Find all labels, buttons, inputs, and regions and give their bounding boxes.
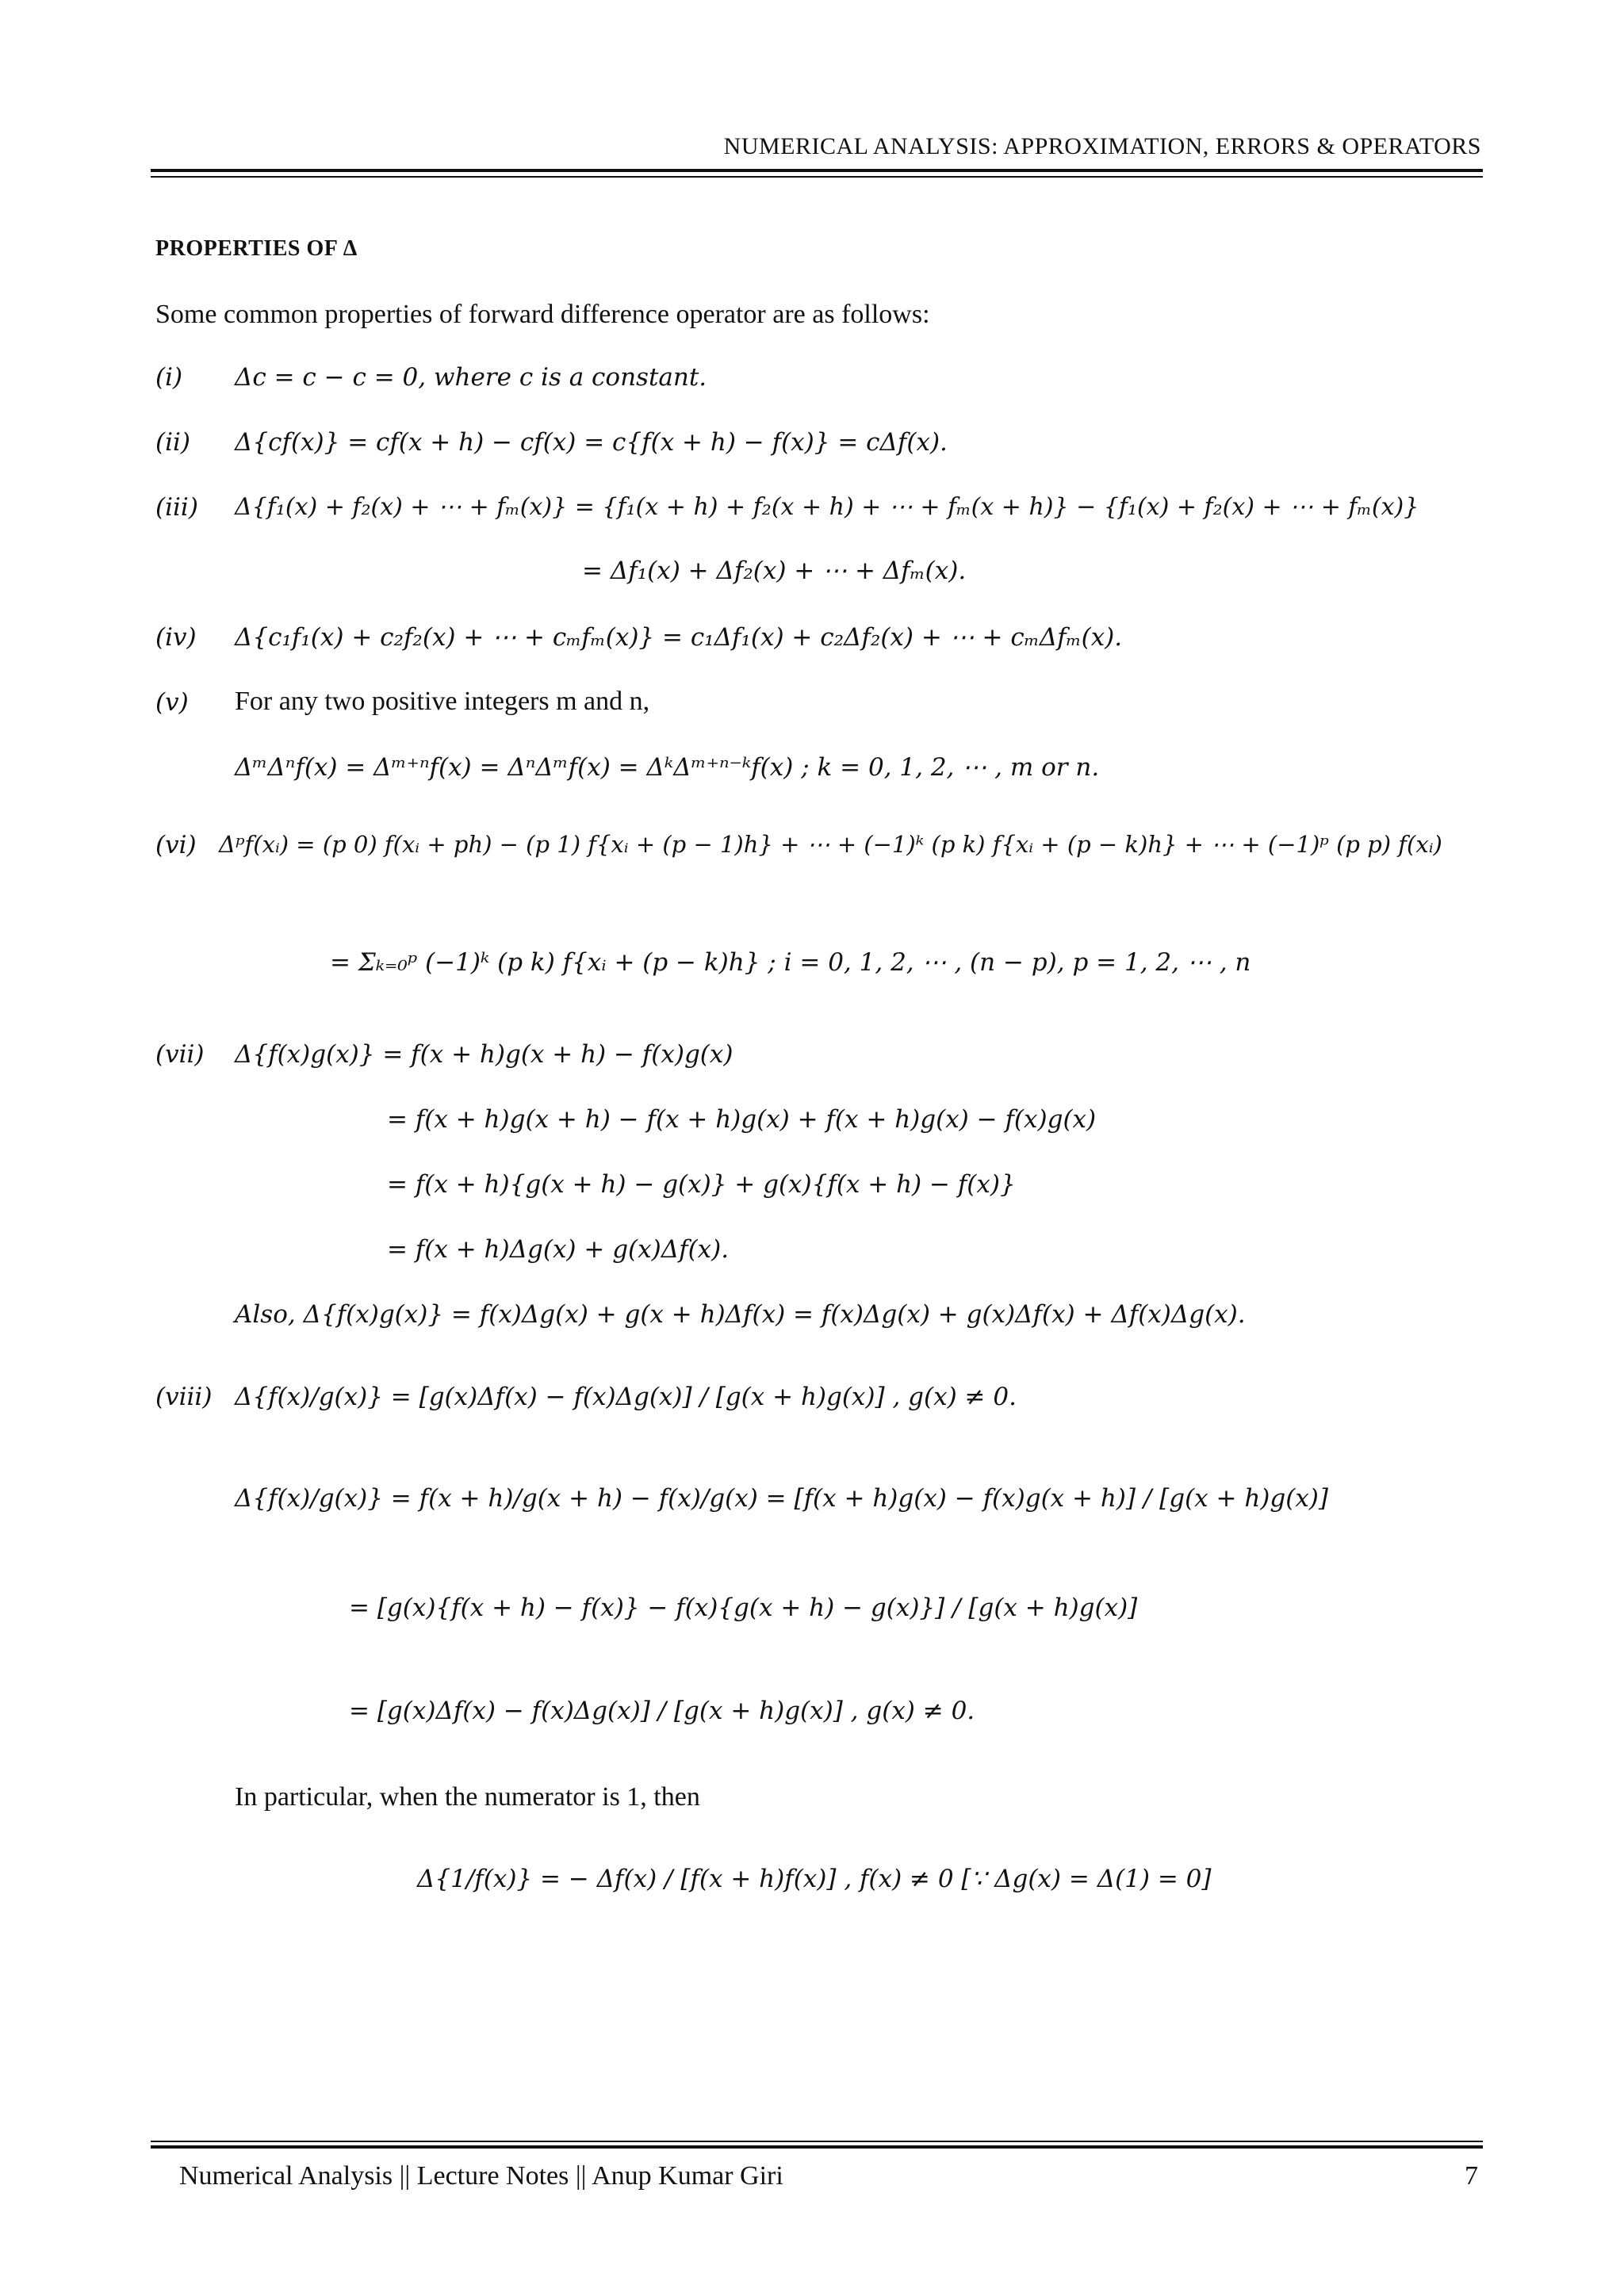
running-header: NUMERICAL ANALYSIS: APPROXIMATION, ERRORS & OPERATORS [723,133,1481,159]
property-vii-line-5: Also, Δ{f(x)g(x)} = f(x)Δg(x) + g(x + h)Δf(x) = f(x)Δg(x) + g(x)Δf(x) + Δf(x)Δg(x). [235,1300,1246,1329]
property-label-i: (i) [155,363,183,392]
property-viii-line-4: = [g(x)Δf(x) − f(x)Δg(x)] / [g(x + h)g(x)] , g(x) ≠ 0. [349,1697,975,1725]
property-label-vi: (vi) [155,831,197,859]
property-viii-line-1: Δ{f(x)/g(x)} = [g(x)Δf(x) − f(x)Δg(x)] / [g(x + h)g(x)] , g(x) ≠ 0. [235,1383,1017,1411]
property-label-iv: (iv) [155,623,197,652]
property-viii-line-5: In particular, when the numerator is 1, then [235,1782,700,1812]
property-ii-line-1: Δ{cf(x)} = cf(x + h) − cf(x) = c{f(x + h) − f(x)} = cΔf(x). [235,428,948,457]
property-viii-line-3: = [g(x){f(x + h) − f(x)} − f(x){g(x + h) − g(x)}] / [g(x + h)g(x)] [349,1594,1138,1622]
property-vii-line-4: = f(x + h)Δg(x) + g(x)Δf(x). [387,1235,730,1264]
property-iv-line-1: Δ{c₁f₁(x) + c₂f₂(x) + ⋯ + cₘfₘ(x)} = c₁Δf₁(x) + c₂Δf₂(x) + ⋯ + cₘΔfₘ(x). [235,623,1123,652]
property-label-iii: (iii) [155,493,198,522]
property-label-v: (v) [155,688,189,717]
header-rule-thin [151,176,1483,178]
footer-rule-thin [151,2141,1483,2142]
property-vi-line-2: = Σₖ₌₀ᵖ (−1)ᵏ (p k) f{xᵢ + (p − k)h} ; i = 0, 1, 2, ⋯ , (n − p), p = 1, 2, ⋯ , n [330,948,1251,977]
property-label-vii: (vii) [155,1040,205,1069]
footer-text: Numerical Analysis || Lecture Notes || Anup Kumar Giri [179,2161,783,2191]
property-vii-line-1: Δ{f(x)g(x)} = f(x + h)g(x + h) − f(x)g(x) [235,1040,733,1069]
property-i-line-1: Δc = c − c = 0, where c is a constant. [235,363,707,392]
property-viii-line-6: Δ{1/f(x)} = − Δf(x) / [f(x + h)f(x)] , f(x) ≠ 0 [∵ Δg(x) = Δ(1) = 0] [417,1865,1212,1893]
property-label-viii: (viii) [155,1383,213,1411]
property-viii-line-2: Δ{f(x)/g(x)} = f(x + h)/g(x + h) − f(x)/g(x) = [f(x + h)g(x) − f(x)g(x + h)] / [g(x + h)g(x)] [235,1484,1329,1513]
page-number: 7 [1465,2161,1478,2191]
property-vii-line-3: = f(x + h){g(x + h) − g(x)} + g(x){f(x + h) − f(x)} [387,1170,1016,1199]
property-v-line-1: For any two positive integers m and n, [235,687,650,716]
property-v-line-2: ΔᵐΔⁿf(x) = Δᵐ⁺ⁿf(x) = ΔⁿΔᵐf(x) = ΔᵏΔᵐ⁺ⁿ⁻ᵏf(x) ; k = 0, 1, 2, ⋯ , m or n. [235,753,1100,782]
header-rule-thick [151,169,1483,172]
property-label-ii: (ii) [155,428,191,457]
footer-rule-thick [151,2145,1483,2149]
section-heading: PROPERTIES OF Δ [155,236,358,261]
intro-text: Some common properties of forward difference operator are as follows: [155,300,930,329]
property-vii-line-2: = f(x + h)g(x + h) − f(x + h)g(x) + f(x + h)g(x) − f(x)g(x) [387,1105,1097,1134]
property-iii-line-1: Δ{f₁(x) + f₂(x) + ⋯ + fₘ(x)} = {f₁(x + h) + f₂(x + h) + ⋯ + fₘ(x + h)} − {f₁(x) + f₂(x) + ⋯ + fₘ(x)} [235,493,1419,521]
property-iii-line-2: = Δf₁(x) + Δf₂(x) + ⋯ + Δfₘ(x). [582,557,967,585]
property-vi-line-1: Δᵖf(xᵢ) = (p 0) f(xᵢ + ph) − (p 1) f{xᵢ + (p − 1)h} + ⋯ + (−1)ᵏ (p k) f{xᵢ + (p − k)h} + ⋯ + (−1)ᵖ (p p) f(xᵢ) [219,831,1442,858]
